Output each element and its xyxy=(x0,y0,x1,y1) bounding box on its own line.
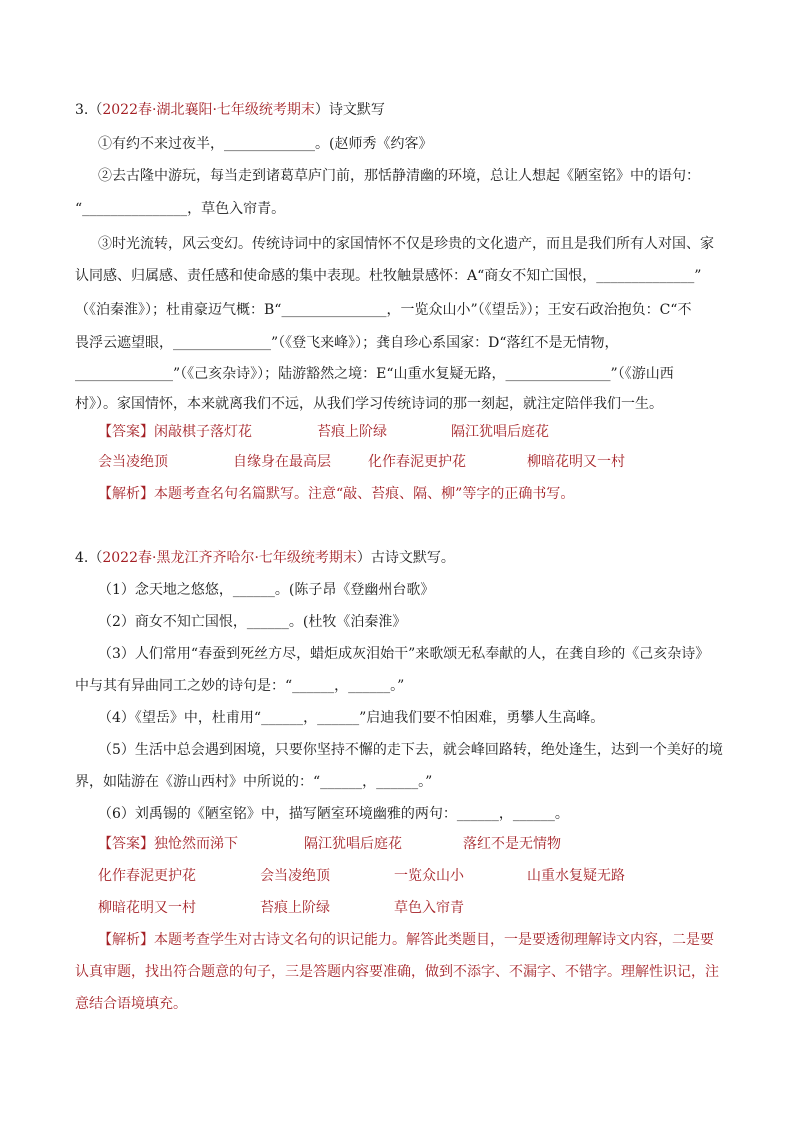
q3-line-2: ②去古隆中游玩，每当走到诸葛草庐门前，那恬静清幽的环境，总让人想起《陋室铭》中的语句： xyxy=(98,168,700,184)
answer-item: 柳暗花明又一村 xyxy=(527,454,625,470)
q4-line-6: （5）生活中总会遇到困境，只要你坚持不懈的走下去，就会峰回路转，绝处逢生，达到一个美好的境 xyxy=(98,742,723,758)
q4-heading xyxy=(75,548,725,568)
q4-explanation-line-1 xyxy=(98,930,748,950)
q4-answer-row-2 xyxy=(98,866,748,886)
answer-item: 柳暗花明又一村 xyxy=(98,900,196,916)
q3-line-1: ①有约不来过夜半，_____________。(赵师秀《约客》 xyxy=(98,136,433,152)
q4-number: 4. xyxy=(75,550,89,566)
answer-item: 会当凌绝顶 xyxy=(98,454,168,470)
q3-number: 3. xyxy=(75,102,89,118)
q3-line-3: “_______________，草色入帘青。 xyxy=(75,201,286,217)
answer-item: 隔江犹唱后庭花 xyxy=(304,836,402,852)
explanation-text: 认真审题，找出符合题意的句子，三是答题内容要准确，做到不添字、不漏字、不错字。理解性识记，注 xyxy=(75,964,719,980)
q4-answer-row-1 xyxy=(98,834,748,854)
answer-item: 一览众山小 xyxy=(394,868,464,884)
q3-line-4: ③时光流转，风云变幻。传统诗词中的家国情怀不仅是珍贵的文化遗产，而且是我们所有人对国、家 xyxy=(98,236,714,252)
q4-line-8: （6）刘禹锡的《陋室铭》中，描写陋室环境幽雅的两句：______，______。 xyxy=(98,806,569,822)
q3-paren-close: ） xyxy=(314,102,329,118)
answer-label: 【答案】 xyxy=(98,836,154,852)
q4-source: 2022春·黑龙江齐齐哈尔·七年级统考期末 xyxy=(102,550,357,566)
q3-explanation xyxy=(98,484,748,504)
q3-line-8: ______________”（《己亥杂诗》）；陆游豁然之境：E“山重水复疑无路，_______________”（《游山西 xyxy=(75,366,674,382)
answer-item: 山重水复疑无路 xyxy=(527,868,625,884)
q3-line-6: （《泊秦淮》）；杜甫豪迈气概：B“_______________，一览众山小”（《望岳》）；王安石政治抱负：C“不 xyxy=(75,302,692,318)
q3-line-5: 认同感、归属感、责任感和使命感的集中表现。杜牧触景感怀：A“商女不知亡国恨，______________” xyxy=(75,268,702,284)
answer-item: 闲敲棋子落灯花 xyxy=(154,424,252,440)
q4-line-7: 界，如陆游在《游山西村》中所说的：“______，______。” xyxy=(75,774,433,790)
explanation-text: 本题考查名句名篇默写。注意“敲、苔痕、隔、柳”等字的正确书写。 xyxy=(154,486,575,502)
q3-heading xyxy=(75,100,725,120)
answer-item: 化作春泥更护花 xyxy=(98,868,196,884)
answer-item: 落红不是无情物 xyxy=(463,836,561,852)
q3-answer-row-2 xyxy=(98,452,748,472)
q3-line-7: 畏浮云遮望眼，______________”（《登飞来峰》）；龚自珍心系国家：D“落红不是无情物， xyxy=(75,335,619,351)
q4-explanation-line-3 xyxy=(75,994,725,1014)
q3-paren-open: （ xyxy=(88,102,103,118)
q4-line-5: （4）《望岳》中，杜甫用“______，______”启迪我们要不怕困难，勇攀人生高峰。 xyxy=(98,710,605,726)
q4-paren-open: （ xyxy=(88,550,103,566)
q3-source: 2022春·湖北襄阳·七年级统考期末 xyxy=(102,102,315,118)
q3-answer-row-1 xyxy=(98,422,748,442)
q4-line-1: （1）念天地之悠悠，______。(陈子昂《登幽州台歌》 xyxy=(98,582,435,598)
explanation-text: 意结合语境填充。 xyxy=(75,996,187,1012)
answer-item: 隔江犹唱后庭花 xyxy=(451,424,549,440)
q3-line-9: 村》）。家国情怀，本来就离我们不远，从我们学习传统诗词的那一刻起，就注定陪伴我们一生。 xyxy=(75,396,663,412)
q4-explanation-line-2 xyxy=(75,962,725,982)
q4-line-2: （2）商女不知亡国恨，______。(杜牧《泊秦淮》 xyxy=(98,614,407,630)
answer-item: 苔痕上阶绿 xyxy=(260,900,330,916)
q4-paren-close: ） xyxy=(356,550,371,566)
q4-answer-row-3 xyxy=(98,898,748,918)
answer-item: 会当凌绝顶 xyxy=(260,868,330,884)
answer-label: 【答案】 xyxy=(98,424,154,440)
q4-line-4: 中与其有异曲同工之妙的诗句是：“______，______。” xyxy=(75,678,405,694)
explanation-label: 【解析】 xyxy=(98,486,154,502)
q4-line-3: （3）人们常用“春蚕到死丝方尽，蜡炬成灰泪始干”来歌颂无私奉献的人，在龚自珍的《己亥杂诗》 xyxy=(98,646,710,662)
q4-title: 古诗文默写。 xyxy=(370,550,455,566)
q3-title: 诗文默写 xyxy=(328,102,385,118)
explanation-label: 【解析】 xyxy=(98,932,154,948)
answer-item: 化作春泥更护花 xyxy=(368,454,466,470)
answer-item: 自缘身在最高层 xyxy=(233,454,331,470)
explanation-text: 本题考查学生对古诗文名句的识记能力。解答此类题目，一是要透彻理解诗文内容，二是要 xyxy=(154,932,714,948)
answer-item: 苔痕上阶绿 xyxy=(317,424,387,440)
answer-item: 独怆然而涕下 xyxy=(154,836,238,852)
answer-item: 草色入帘青 xyxy=(394,900,464,916)
